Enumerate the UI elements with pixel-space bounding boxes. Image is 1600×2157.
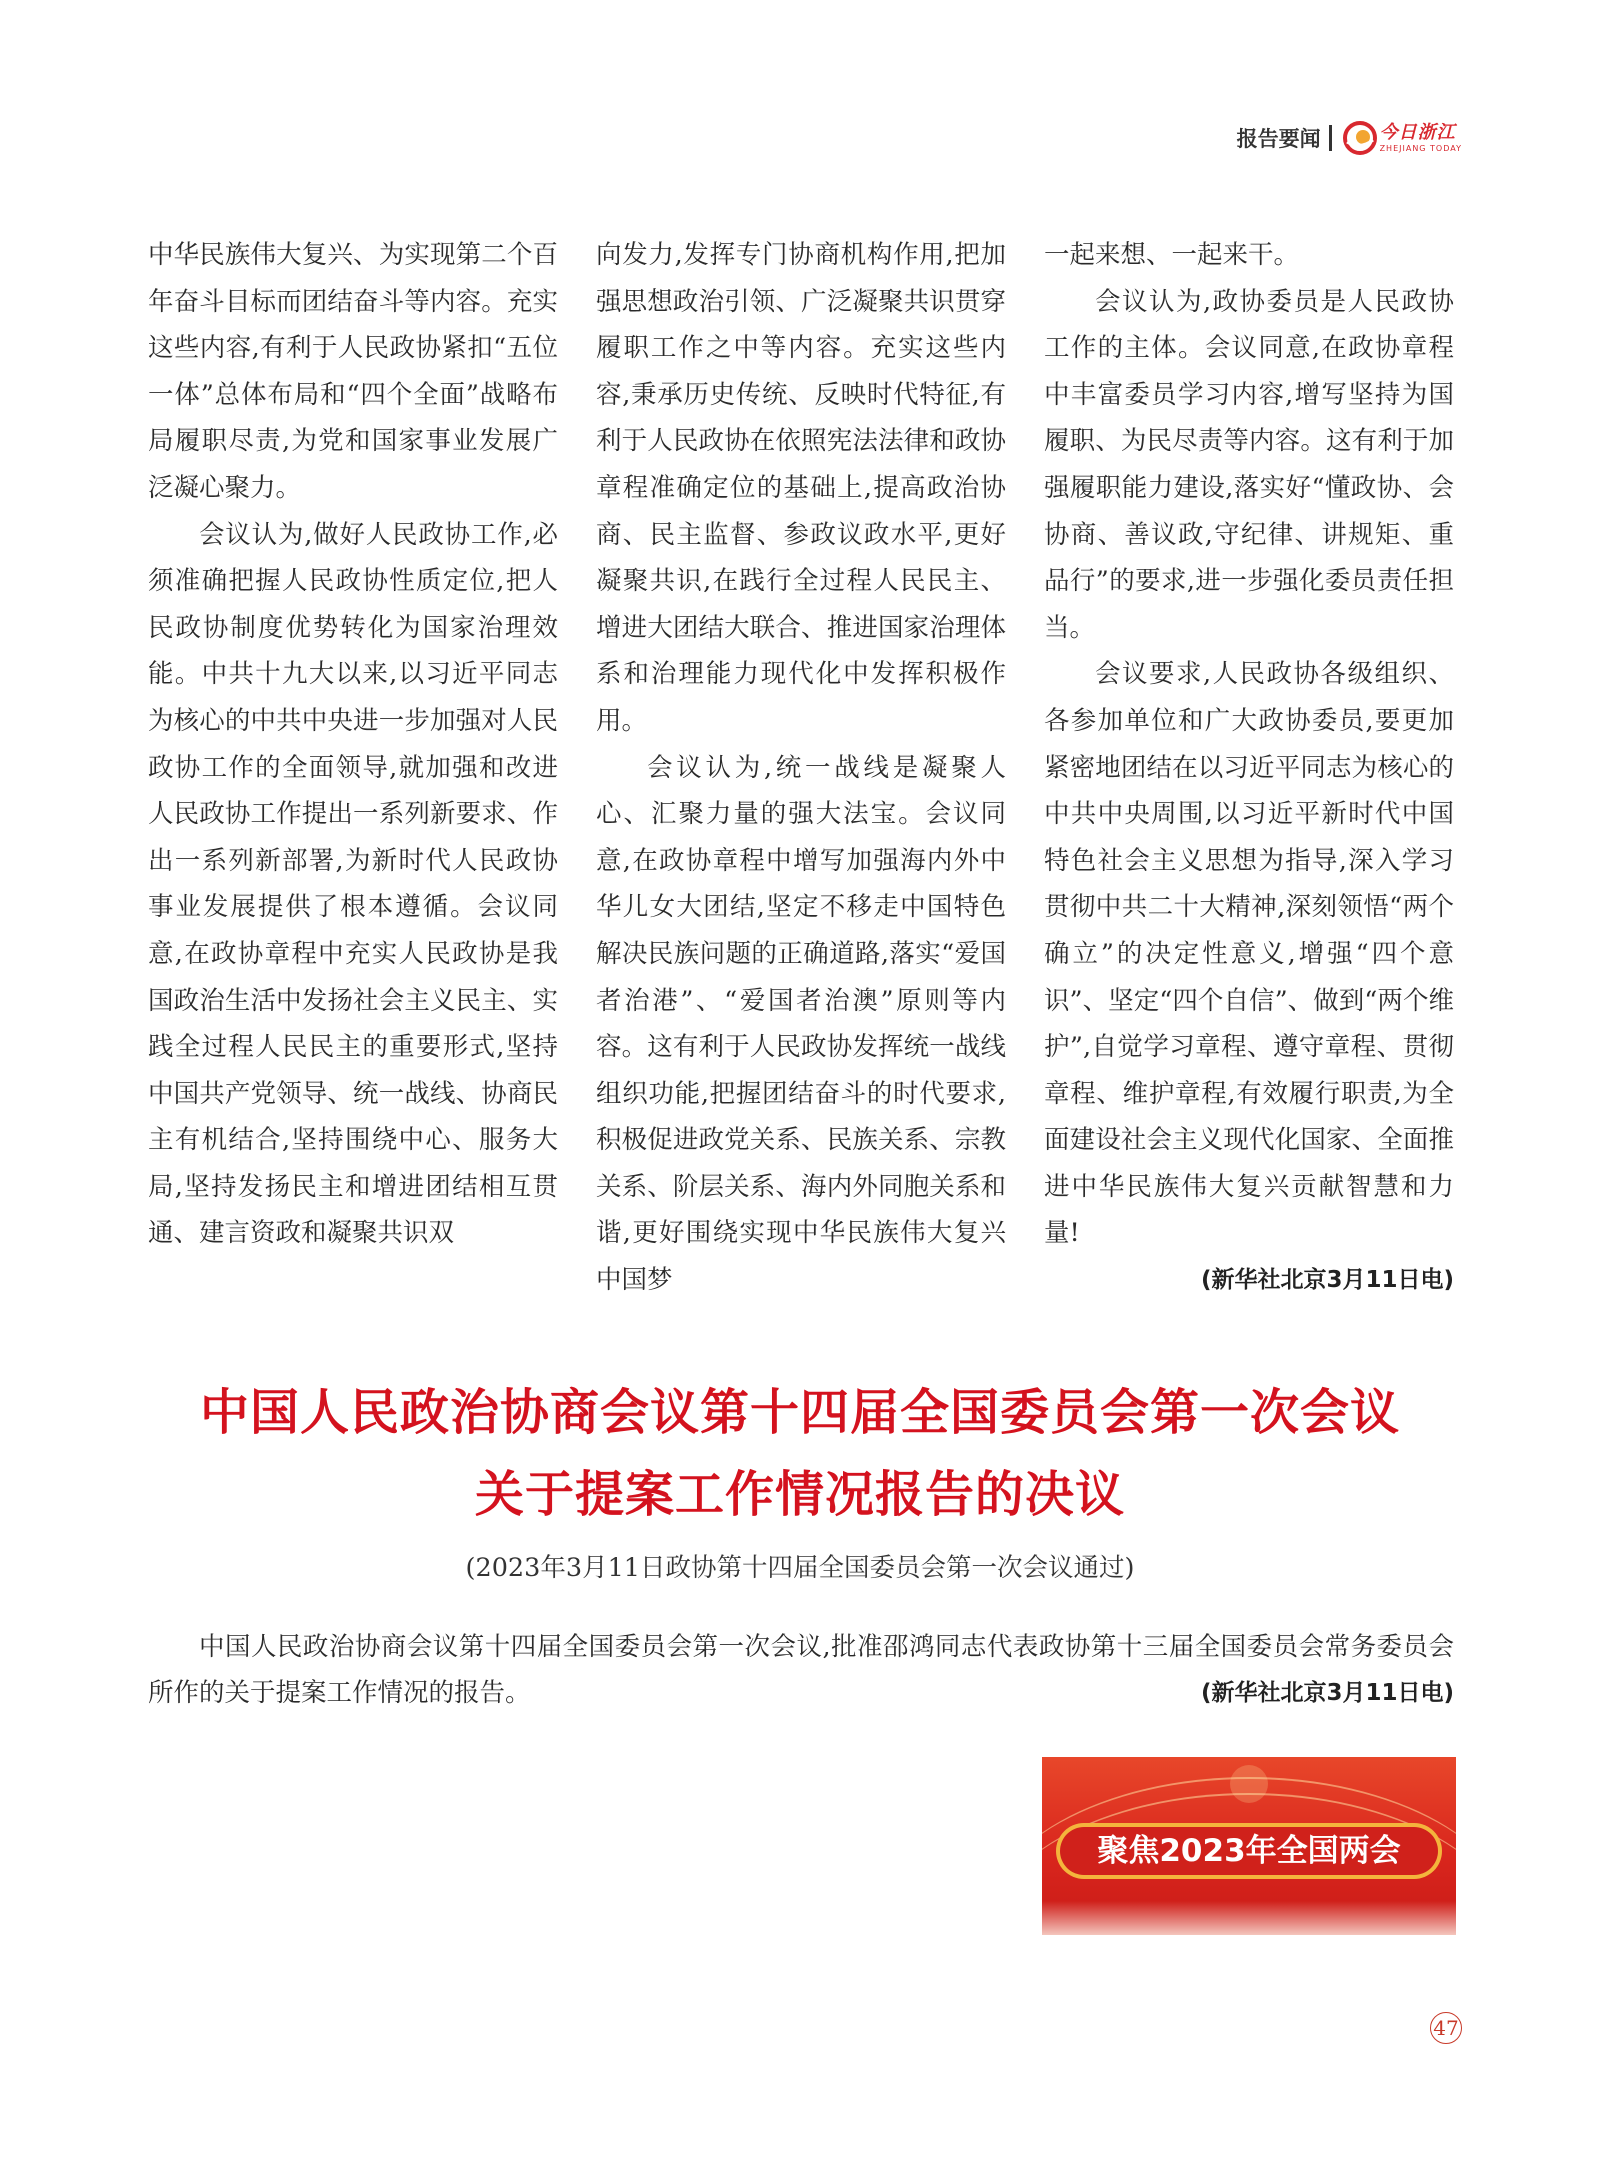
banner-decoration bbox=[1042, 1901, 1456, 1935]
banner-text: 聚焦2023年全国两会 bbox=[1097, 1833, 1401, 1869]
paragraph: 向发力,发挥专门协商机构作用,把加强思想政治引领、广泛凝聚共识贯穿履职工作之中等内容。充实这些内容,秉承历史传统、反映时代特征,有利于人民政协在依照宪法法律和政协章程准确定位的基础上,提高政治协商、民主监督、参政议政水平,更好凝聚共识,在践行全过程人民民主、增进大团结大联合、推进国家治理体系和治理能力现代化中发挥积极作用。 bbox=[596, 240, 1006, 736]
page-number: 47 bbox=[1430, 2012, 1462, 2044]
logo-text-cn: 今日浙江 bbox=[1379, 121, 1456, 143]
column-3 bbox=[1044, 232, 1454, 1304]
header-divider bbox=[1329, 125, 1332, 151]
logo-swirl-icon bbox=[1342, 120, 1378, 156]
column-1 bbox=[148, 232, 558, 1304]
logo-text-en: ZHEJIANG TODAY bbox=[1379, 143, 1462, 153]
page-header bbox=[1237, 118, 1462, 158]
paragraph: 会议认为,政协委员是人民政协工作的主体。会议同意,在政协章程中丰富委员学习内容,增写坚持为国履职、为民尽责等内容。这有利于加强履职能力建设,落实好“懂政协、会协商、善议政,守纪律、讲规矩、重品行”的要求,进一步强化委员责任担当。 bbox=[1044, 286, 1454, 643]
title-line-1: 中国人民政治协商会议第十四届全国委员会第一次会议 bbox=[199, 1384, 1400, 1441]
paragraph: 会议认为,统一战线是凝聚人心、汇聚力量的强大法宝。会议同意,在政协章程中增写加强海内外中华儿女大团结,坚定不移走中国特色解决民族问题的正确道路,落实“爱国者治港”、“爱国者治澳”原则等内容。这有利于人民政协发挥统一战线组织功能,把握团结奋斗的时代要求,积极促进政党关系、民族关系、宗教关系、阶层关系、海内外同胞关系和谐,更好围绕实现中华民族伟大复兴中国梦 bbox=[596, 752, 1006, 1296]
paragraph: 会议要求,人民政协各级组织、各参加单位和广大政协委员,要更加紧密地团结在以习近平同志为核心的中共中央周围,以习近平新时代中国特色社会主义思想为指导,深入学习贯彻中共二十大精神,深刻领悟“两个确立”的决定性意义,增强“四个意识”、坚定“四个自信”、做到“两个维护”,自觉学习章程、遵守章程、贯彻章程、维护章程,有效履行职责,为全面建设社会主义现代化国家、全面推进中华民族伟大复兴贡献智慧和力量! bbox=[1044, 659, 1454, 1249]
section-label: 报告要闻 bbox=[1236, 127, 1321, 151]
decision-body bbox=[148, 1624, 1454, 1716]
article-columns bbox=[148, 232, 1454, 1304]
paragraph: 中华民族伟大复兴、为实现第二个百年奋斗目标而团结奋斗等内容。充实这些内容,有利于人民政协紧扣“五位一体”总体布局和“四个全面”战略布局履职尽责,为党和国家事业发展广泛凝心聚力。 bbox=[148, 240, 558, 503]
emblem-icon bbox=[1230, 1765, 1268, 1803]
title-line-2: 关于提案工作情况报告的决议 bbox=[474, 1466, 1125, 1523]
publication-logo bbox=[1342, 120, 1462, 156]
paragraph: 一起来想、一起来干。 bbox=[1044, 240, 1300, 270]
article-title bbox=[0, 1372, 1600, 1536]
column-2 bbox=[596, 232, 1006, 1304]
two-sessions-banner[interactable] bbox=[1042, 1757, 1456, 1935]
news-source: (新华社北京3月11日电) bbox=[1200, 1267, 1454, 1294]
news-source: (新华社北京3月11日电) bbox=[1200, 1680, 1454, 1706]
article-subtitle: (2023年3月11日政协第十四届全国委员会第一次会议通过) bbox=[465, 1553, 1135, 1583]
paragraph: 会议认为,做好人民政协工作,必须准确把握人民政协性质定位,把人民政协制度优势转化为国家治理效能。中共十九大以来,以习近平同志为核心的中共中央进一步加强对人民政协工作的全面领导,就加强和改进人民政协工作提出一系列新要求、作出一系列新部署,为新时代人民政协事业发展提供了根本遵循。会议同意,在政协章程中充实人民政协是我国政治生活中发扬社会主义民主、实践全过程人民民主的重要形式,坚持中国共产党领导、统一战线、协商民主有机结合,坚持围绕中心、服务大局,坚持发扬民主和增进团结相互贯通、建言资政和凝聚共识双 bbox=[148, 519, 558, 1249]
paragraph: 中国人民政治协商会议第十四届全国委员会第一次会议,批准邵鸿同志代表政协第十三届全国委员会常务委员会所作的关于提案工作情况的报告。 bbox=[148, 1632, 1454, 1708]
